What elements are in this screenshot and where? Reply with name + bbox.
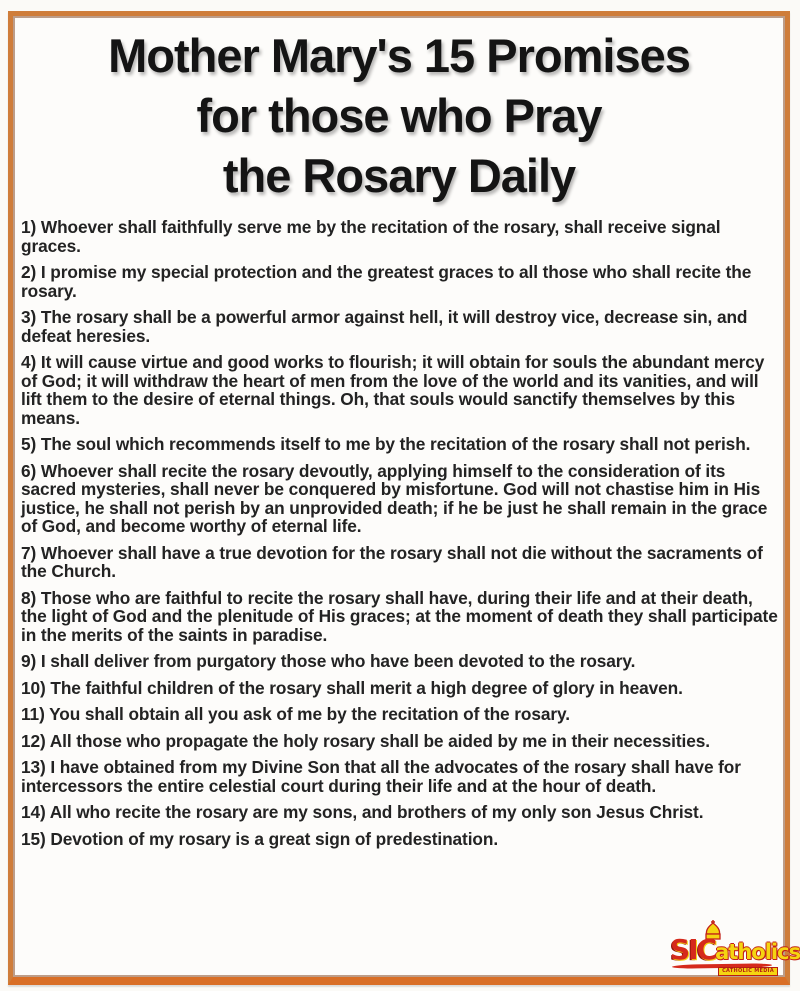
promise-item-5: 5) The soul which recommends itself to me by the recitation of the rosary shall not perish. (21, 434, 751, 454)
promise-item-10: 10) The faithful children of the rosary shall merit a high degree of glory in heaven. (21, 677, 683, 698)
title-line-3: the Rosary Daily (222, 149, 576, 202)
promise-item-4: 4) It will cause virtue and good works to flourish; it will obtain for souls the abundant mercy of God; it will withdraw the heart of men from the love of the world and its vanities, and will lift them to the desire of eternal things. Oh, that souls would sanctify themselves by this means. (21, 352, 765, 428)
promise-item-2: 2) I promise my special protection and the greatest graces to all those who shall recite the rosary. (21, 262, 752, 301)
promise-item-1: 1) Whoever shall faithfully serve me by the recitation of the rosary, shall receive signal graces. (21, 217, 721, 256)
promise-item-8: 8) Those who are faithful to recite the rosary shall have, during their life and at their death, the light of God and the plenitude of His graces; at the moment of death they shall participate in the merits of the saints in paradise. (21, 587, 778, 645)
promise-item-15: 15) Devotion of my rosary is a great sign of predestination. (21, 828, 499, 849)
logo-wordmark (670, 933, 800, 966)
promise-item-3: 3) The rosary shall be a powerful armor against hell, it will destroy vice, decrease sin, and defeat heresies. (21, 307, 748, 346)
logo-wordmark-prefix: SIC (670, 933, 716, 966)
promise-item-11: 11) You shall obtain all you ask of me by the recitation of the rosary. (21, 704, 570, 724)
promise-item-6: 6) Whoever shall recite the rosary devoutly, applying himself to the consideration of its sacred mysteries, shall never be conquered by misfortune. God will not chastise him in His justice, he shall not perish by an unprovided death; if he be just he shall remain in the grace of God, and become worthy of eternal life. (21, 460, 768, 536)
promise-item-12: 12) All those who propagate the holy rosary shall be aided by me in their necessities. (21, 730, 710, 751)
promise-list (21, 218, 783, 848)
poster-frame (8, 11, 800, 985)
title-line-1: Mother Mary's 15 Promises (108, 29, 690, 82)
promise-item-14: 14) All who recite the rosary are my sons, and brothers of my only son Jesus Christ. (21, 802, 704, 822)
publisher-logo (668, 924, 800, 976)
poster-content (13, 16, 800, 977)
page-title (21, 26, 777, 206)
promise-item-7: 7) Whoever shall have a true devotion for the rosary shall not die without the sacraments of the Church. (21, 542, 763, 581)
title-line-2: for those who Pray (196, 89, 602, 142)
logo-sub-banner: CATHOLIC MEDIA (718, 967, 778, 976)
promise-item-9: 9) I shall deliver from purgatory those who have been devoted to the rosary. (21, 651, 636, 671)
promise-item-13: 13) I have obtained from my Divine Son that all the advocates of the rosary shall have for intercessors the entire celestial court during their life and at the hour of death. (21, 757, 741, 796)
logo-wordmark-suffix: atholics (715, 940, 800, 964)
